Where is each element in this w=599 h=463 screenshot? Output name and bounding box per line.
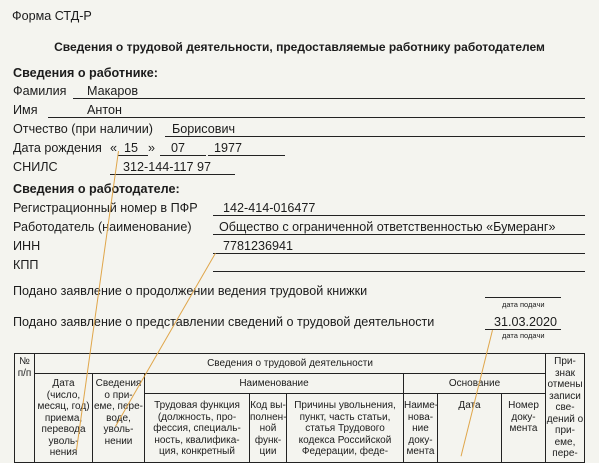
name-value[interactable]: Антон [87, 103, 122, 117]
patronymic-value[interactable]: Борисович [172, 122, 236, 136]
col-basis-date-header: Дата [437, 393, 502, 463]
col-date-header: Дата (число, месяц, год) приема, перевода уволь- нения [34, 373, 93, 463]
inn-value[interactable]: 7781236941 [223, 239, 294, 253]
name-underline [48, 117, 585, 118]
book-statement-text: Подано заявление о продолжении ведения трудовой книжки [13, 284, 368, 298]
group-naming-header: Наименование [144, 373, 404, 394]
birth-date-label: Дата рождения [13, 141, 102, 155]
birth-month[interactable]: 07 [171, 141, 186, 155]
info-date-underline [485, 329, 561, 330]
col-reasons-header: Причины увольнения, пункт, часть статьи, статья Трудового кодекса Российской Федерации, феде- [286, 393, 404, 463]
info-date-caption: дата подачи [502, 331, 545, 340]
pfr-label: Регистрационный номер в ПФР [13, 201, 198, 215]
employer-name-underline [213, 234, 585, 235]
quote-close: » [148, 141, 156, 155]
birth-month-underline [160, 155, 206, 156]
book-date-caption: дата подачи [502, 300, 545, 309]
employer-name-value[interactable]: Общество с ограниченной ответственностью «Бумеранг» [219, 220, 556, 234]
employer-name-label: Работодатель (наименование) [13, 220, 192, 234]
inn-label: ИНН [13, 239, 41, 253]
pfr-underline [213, 215, 585, 216]
birth-year[interactable]: 1977 [214, 141, 243, 155]
book-date-underline [485, 297, 561, 298]
col-cancel-header: При- знак отмены записи све- дений о при- еме, пере- [545, 353, 585, 463]
patronymic-underline [165, 136, 585, 137]
info-date-value[interactable]: 31.03.2020 [494, 315, 558, 329]
birth-year-underline [208, 155, 285, 156]
group-basis-header: Основание [403, 373, 546, 394]
document-title: Сведения о трудовой деятельности, предоставляемые работнику работодателем [54, 40, 545, 54]
kpp-label: КПП [13, 258, 39, 272]
snils-value[interactable]: 312-144-117 97 [123, 160, 211, 174]
birth-day[interactable]: 15 [124, 141, 139, 155]
name-label: Имя [13, 103, 38, 117]
surname-value[interactable]: Макаров [87, 84, 139, 98]
pfr-value[interactable]: 142-414-016477 [223, 201, 316, 215]
employer-section-heading: Сведения о работодателе: [13, 182, 180, 196]
form-name: Форма СТД-Р [12, 9, 92, 23]
surname-underline [73, 98, 585, 99]
col-number-header: № п/п [14, 353, 35, 463]
kpp-underline [213, 271, 585, 272]
inn-underline [213, 253, 585, 254]
snils-label: СНИЛС [13, 160, 58, 174]
patronymic-label: Отчество (при наличии) [13, 122, 153, 136]
quote-open: « [110, 141, 118, 155]
col-info-header: Сведения о при- еме, пере- воде, уволь- нении [92, 373, 145, 463]
info-statement-text: Подано заявление о представлении сведений о трудовой деятельности [13, 315, 435, 329]
birth-day-underline [118, 155, 148, 156]
employee-section-heading: Сведения о работнике: [13, 66, 158, 80]
col-basis-name-header: Наиме- нова- ние доку- мента [403, 393, 438, 463]
col-function-header: Трудовая функция (должность, про- фессия, специаль- ность, квалифика- ция, конкретный [144, 393, 250, 463]
col-code-header: Код вы- полнен- ной функ- ции [249, 393, 287, 463]
surname-label: Фамилия [13, 84, 67, 98]
snils-underline [110, 174, 235, 175]
group-activity-header: Сведения о трудовой деятельности [34, 353, 546, 374]
col-basis-number-header: Номер доку- мента [501, 393, 546, 463]
